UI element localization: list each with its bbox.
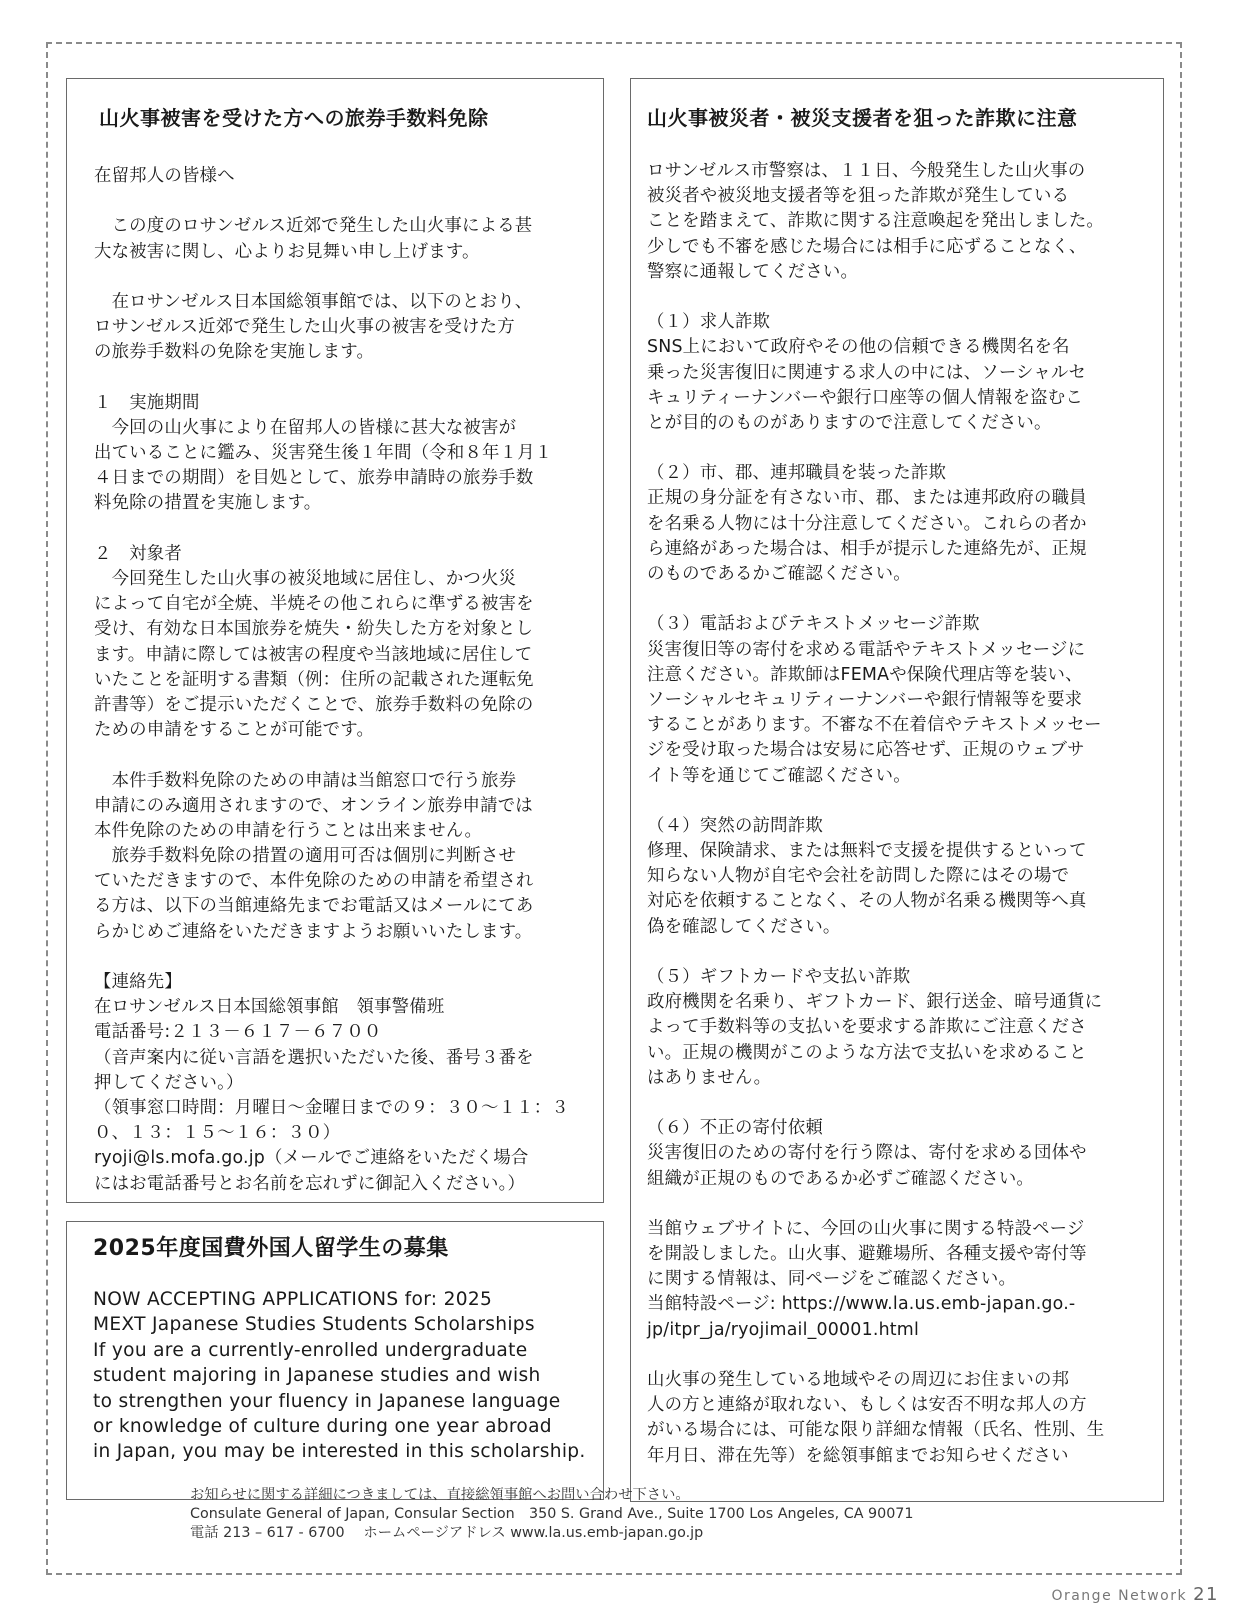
paragraph [647, 1217, 1104, 1343]
text-line: はありません。 [647, 1067, 772, 1088]
text-line: らかじめご連絡をいただきますようお願いいたします。 [94, 921, 533, 942]
text-line: ための申請をすることが可能です。 [94, 720, 375, 741]
paragraph [647, 310, 1104, 436]
text-line: る方は、以下の当館連絡先までお電話又はメールにてあ [94, 896, 534, 917]
text-line: to strengthen your fluency in Japanese language [93, 1390, 561, 1412]
text-line: 今回の山火事により在留邦人の皆様に甚大な被害が [94, 417, 517, 438]
scholarship-body [93, 1287, 586, 1465]
text-line: or knowledge of culture during one year abroad [93, 1415, 552, 1437]
text-line: 正規の身分証を有さない市、郡、または連邦政府の職員 [647, 488, 1087, 509]
text-line: 【連絡先】 [94, 972, 182, 992]
text-line: 乗った災害復旧に関連する求人の中には、ソーシャルセ [647, 362, 1087, 383]
text-line: がいる場合には、可能な限り詳細な情報（氏名、性別、生 [647, 1420, 1105, 1441]
text-line: （４）突然の訪問詐欺 [647, 815, 823, 836]
text-line: い。正規の機関がこのような方法で支払いを求めること [647, 1042, 1087, 1063]
text-line: この度のロサンゼルス近郊で発生した山火事による甚 [94, 216, 533, 237]
text-line: 対応を依頼することなく、その人物が名乗る機関等へ真 [647, 891, 1087, 912]
text-line: ソーシャルセキュリティーナンバーや銀行情報等を要求 [647, 689, 1083, 710]
text-line: NOW ACCEPTING APPLICATIONS for: 2025 [93, 1289, 493, 1310]
paragraph [94, 391, 569, 517]
publication-name: Orange Network [1051, 1588, 1188, 1604]
paragraph [94, 164, 569, 189]
text-line: の旅券手数料の免除を実施します。 [94, 342, 375, 363]
paragraph [647, 461, 1104, 587]
text-line: 在ロサンゼルス日本国総領事館では、以下のとおり、 [94, 291, 533, 312]
text-line: （２）市、郡、連邦職員を装った詐欺 [647, 463, 947, 484]
text-line: 旅券手数料免除の措置の適用可否は個別に判断させ [94, 846, 517, 867]
page-number [1051, 1584, 1219, 1605]
text-line: 人の方と連絡が取れない、もしくは安否不明な邦人の方 [647, 1395, 1087, 1416]
paragraph [647, 965, 1104, 1091]
text-line: キュリティーナンバーや銀行口座等の個人情報を盗むこ [647, 387, 1083, 408]
paragraph [647, 814, 1104, 940]
text-line: 当館特設ページ: https://www.la.us.emb-japan.go.- [647, 1294, 1076, 1315]
text-line: 災害復旧等の寄付を求める電話やテキストメッセージに [647, 639, 1086, 660]
text-line: If you are a currently-enrolled undergraduate [93, 1339, 528, 1361]
text-line: 在留邦人の皆様へ [94, 166, 235, 186]
text-line: 料免除の措置を実施します。 [94, 493, 322, 514]
text-line: いたことを証明する書類（例：住所の記載された運転免 [94, 669, 534, 690]
text-line: 修理、保険請求、または無料で支援を提供するといって [647, 841, 1087, 862]
page-number-value: 21 [1193, 1584, 1219, 1605]
text-line: ていただきますので、本件免除のための申請を希望され [94, 871, 534, 892]
text-line: 災害復旧のための寄付を行う際は、寄付を求める団体や [647, 1143, 1087, 1164]
text-line: 政府機関を名乗り、ギフトカード、銀行送金、暗号通貨に [647, 992, 1103, 1013]
text-line: （領事窓口時間：月曜日～金曜日までの９：３０～１１：３ [94, 1097, 569, 1118]
text-line: ２ 対象者 [94, 543, 182, 564]
text-line: （３）電話およびテキストメッセージ詐欺 [647, 614, 980, 635]
paragraph [94, 542, 569, 744]
fraud-warning-title: 山火事被災者・被災支援者を狙った詐欺に注意 [647, 106, 1078, 130]
text-line: ジを受け取った場合は安易に応答せず、正規のウェブサ [647, 740, 1085, 761]
text-line: 注意ください。詐欺師はFEMAや保険代理店等を装い、 [647, 664, 1083, 685]
text-line: ryoji@ls.mofa.go.jp（メールでご連絡をいただく場合 [94, 1148, 529, 1169]
text-line: 本件免除のための申請を行うことは出来ません。 [94, 820, 483, 841]
text-line: 大な被害に関し、心よりお見舞い申し上げます。 [94, 241, 480, 262]
text-line: 偽を確認してください。 [647, 916, 841, 937]
text-line: 警察に通報してください。 [647, 261, 859, 282]
text-line: ０、１３：１５～１６：３０） [94, 1123, 341, 1144]
paragraph [647, 1368, 1104, 1469]
text-line: とが目的のものがありますので注意してください。 [647, 412, 1052, 433]
text-line: ことを踏まえて、詐欺に関する注意喚起を発出しました。 [647, 211, 1105, 232]
text-line: MEXT Japanese Studies Students Scholarships [93, 1314, 535, 1336]
text-line: 知らない人物が自宅や会社を訪問した際にはその場で [647, 866, 1070, 887]
text-line: ら連絡があった場合は、相手が提示した連絡先が、正規 [647, 538, 1087, 559]
text-line: 今回発生した山火事の被災地域に居住し、かつ火災 [94, 569, 517, 589]
text-line: 組織が正規のものであるか必ずご確認ください。 [647, 1168, 1034, 1189]
paragraph [94, 290, 569, 366]
text-line: にはお電話番号とお名前を忘れずに御記入ください。） [94, 1173, 526, 1194]
fraud-warning-body [647, 159, 1104, 1469]
text-line: 被災者や被災地支援者等を狙った詐欺が発生している [647, 186, 1070, 207]
text-line: 少しでも不審を感じた場合には相手に応ずることなく、 [647, 236, 1087, 257]
text-line: よって手数料等の支払いを要求する詐欺にご注意くださ [647, 1017, 1087, 1038]
text-line: （５）ギフトカードや支払い詐欺 [647, 967, 911, 987]
paragraph [94, 970, 569, 1197]
text-line: Consulate General of Japan, Consular Section 350 S. Grand Ave., Suite 1700 Los Angeles, CA 90071 [190, 1506, 914, 1522]
fraud-warning-notice [630, 78, 1164, 1502]
text-line: ４日までの期間）を目処として、旅券申請時の旅券手数 [94, 468, 534, 489]
text-line: （６）不正の寄付依頼 [647, 1118, 823, 1139]
text-line: を開設しました。山火事、避難場所、各種支援や寄付等 [647, 1244, 1087, 1265]
text-line: SNS上において政府やその他の信頼できる機関名を名 [647, 337, 1070, 358]
text-line: 在ロサンゼルス日本国総領事館 領事警備班 [94, 997, 445, 1018]
paragraph [94, 214, 569, 264]
text-line: 申請にのみ適用されますので、オンライン旅券申請では [94, 795, 533, 816]
text-line: 受け、有効な日本国旅券を焼失・紛失した方を対象とし [94, 619, 534, 640]
text-line: 押してください。） [94, 1072, 244, 1093]
text-line: イト等を通じてご確認ください。 [647, 765, 911, 786]
text-line: を名乗る人物には十分注意してください。これらの者か [647, 513, 1087, 534]
text-line: 出ていることに鑑み、災害発生後１年間（令和８年１月１ [94, 443, 553, 464]
text-line: （１）求人詐欺 [647, 312, 771, 333]
scholarship-title: 2025年度国費外国人留学生の募集 [93, 1236, 449, 1261]
text-line: 山火事の発生している地域やその周辺にお住まいの邦 [647, 1370, 1070, 1390]
text-line: することがあります。不審な不在着信やテキストメッセー [647, 715, 1102, 736]
paragraph [647, 159, 1104, 285]
text-line: １ 実施期間 [94, 392, 200, 413]
text-line: 許書等）をご提示いただくことで、旅券手数料の免除の [94, 694, 534, 715]
text-line: 当館ウェブサイトに、今回の山火事に関する特設ページ [647, 1218, 1085, 1239]
text-line: 電話番号:２１３－６１７－６７００ [94, 1022, 382, 1043]
text-line: お知らせに関する詳細につきましては、直接総領事館へお問い合わせ下さい。 [190, 1487, 690, 1503]
consulate-contact-footer [190, 1486, 914, 1543]
text-line: によって自宅が全焼、半焼その他これらに準ずる被害を [94, 594, 534, 615]
text-line: 本件手数料免除のための申請は当館窓口で行う旅券 [94, 770, 517, 791]
passport-fee-notice [66, 78, 604, 1203]
passport-notice-body [94, 164, 569, 1197]
text-line: 年月日、滞在先等）を総領事館までお知らせください [647, 1445, 1069, 1466]
paragraph [647, 612, 1104, 788]
passport-notice-title: 山火事被害を受けた方への旅券手数料免除 [99, 106, 489, 130]
text-line: jp/itpr_ja/ryojimail_00001.html [647, 1319, 919, 1340]
text-line: ます。申請に際しては被害の程度や当該地域に居住して [94, 644, 533, 665]
text-line: in Japan, you may be interested in this scholarship. [93, 1441, 586, 1463]
text-line: ロサンゼルス市警察は、１１日、今般発生した山火事の [647, 161, 1086, 181]
text-line: ロサンゼルス近郊で発生した山火事の被害を受けた方 [94, 317, 515, 338]
text-line: student majoring in Japanese studies and wish [93, 1365, 541, 1387]
text-line: に関する情報は、同ページをご確認ください。 [647, 1269, 1017, 1290]
text-line: （音声案内に従い言語を選択いただいた後、番号３番を [94, 1047, 534, 1068]
paragraph [647, 1116, 1104, 1192]
paragraph [94, 769, 569, 945]
text-line: のものであるかご確認ください。 [647, 564, 911, 584]
scholarship-notice [66, 1221, 604, 1500]
text-line: 電話 213 – 617 - 6700 ホームページアドレス www.la.us.emb-japan.go.jp [190, 1525, 704, 1541]
